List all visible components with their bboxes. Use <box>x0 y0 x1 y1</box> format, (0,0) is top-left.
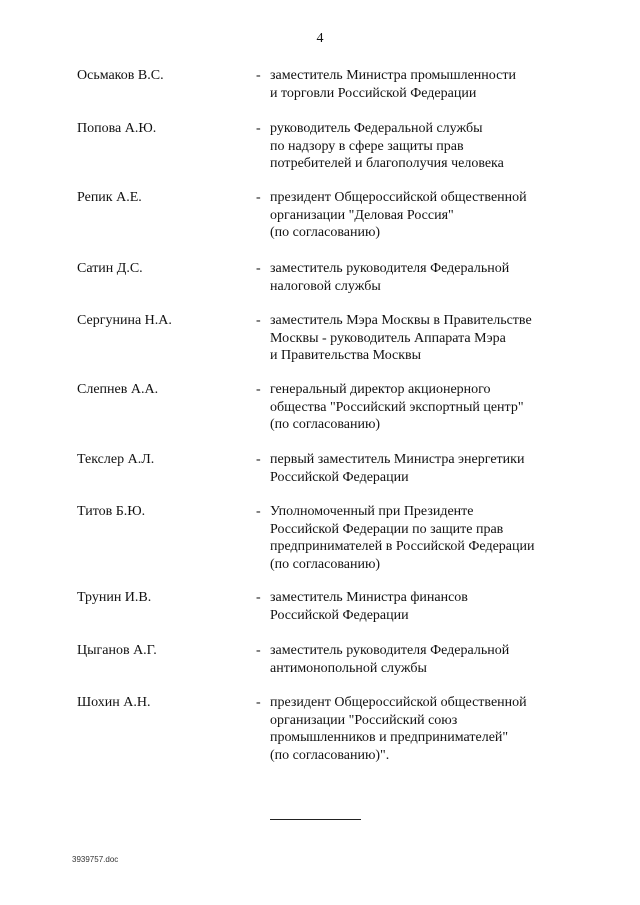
closing-rule <box>270 819 361 820</box>
member-name: Сатин Д.С. <box>77 261 143 276</box>
position-line: Российской Федерации по защите прав <box>270 521 504 537</box>
position-line: организации "Деловая Россия" <box>270 207 454 223</box>
position-line: организации "Российский союз <box>270 712 458 728</box>
member-name: Текслер А.Л. <box>77 452 155 467</box>
member-position <box>270 451 610 486</box>
member-name: Репик А.Е. <box>77 190 142 205</box>
position-line: общества "Российский экспортный центр" <box>270 399 524 415</box>
member-name: Попова А.Ю. <box>77 121 157 136</box>
separator-dash: - <box>256 504 261 519</box>
position-line: руководитель Федеральной службы <box>270 121 483 136</box>
position-line: антимонопольной службы <box>270 660 427 676</box>
member-name: Титов Б.Ю. <box>77 504 146 519</box>
position-line: по надзору в сфере защиты прав <box>270 138 464 154</box>
separator-dash: - <box>256 452 261 467</box>
separator-dash: - <box>256 643 261 658</box>
member-position <box>270 312 610 365</box>
position-line: заместитель Министра промышленности <box>270 68 516 83</box>
member-position <box>270 503 610 573</box>
separator-dash: - <box>256 695 261 710</box>
position-line: заместитель Мэра Москвы в Правительстве <box>270 313 532 328</box>
position-line: (по согласованию) <box>270 556 381 572</box>
position-line: (по согласованию) <box>270 225 381 240</box>
member-name: Осьмаков В.С. <box>77 68 164 83</box>
member-position <box>270 260 610 295</box>
position-line: Российской Федерации <box>270 469 409 485</box>
page-number: 4 <box>316 31 324 46</box>
separator-dash: - <box>256 590 261 605</box>
position-line: президент Общероссийской общественной <box>270 695 527 710</box>
position-line: Уполномоченный при Президенте <box>270 504 474 519</box>
position-line: (по согласованию) <box>270 417 381 432</box>
position-line: Российской Федерации <box>270 607 409 623</box>
member-position <box>270 189 610 242</box>
member-position <box>270 694 610 764</box>
member-position <box>270 642 610 677</box>
member-position <box>270 67 610 102</box>
position-line: президент Общероссийской общественной <box>270 190 527 205</box>
position-line: потребителей и благополучия человека <box>270 156 504 171</box>
member-name: Сергунина Н.А. <box>77 313 172 328</box>
separator-dash: - <box>256 382 261 397</box>
separator-dash: - <box>256 68 261 83</box>
position-line: заместитель руководителя Федеральной <box>270 643 510 658</box>
separator-dash: - <box>256 190 261 205</box>
member-position <box>270 381 610 434</box>
position-line: промышленников и предпринимателей" <box>270 730 509 745</box>
member-position <box>270 589 610 624</box>
member-name: Трунин И.В. <box>77 590 152 605</box>
separator-dash: - <box>256 261 261 276</box>
position-line: генеральный директор акционерного <box>270 382 491 397</box>
position-line: (по согласованию)". <box>270 747 390 763</box>
separator-dash: - <box>256 313 261 328</box>
position-line: налоговой службы <box>270 278 381 294</box>
position-line: и Правительства Москвы <box>270 348 422 363</box>
member-position <box>270 120 610 173</box>
position-line: Москвы - руководитель Аппарата Мэра <box>270 330 506 346</box>
position-line: заместитель руководителя Федеральной <box>270 261 510 276</box>
member-name: Слепнев А.А. <box>77 382 159 397</box>
position-line: первый заместитель Министра энергетики <box>270 452 525 467</box>
member-name: Цыганов А.Г. <box>77 643 157 658</box>
position-line: предпринимателей в Российской Федерации <box>270 539 535 554</box>
member-name: Шохин А.Н. <box>77 695 151 710</box>
position-line: заместитель Министра финансов <box>270 590 468 605</box>
position-line: и торговли Российской Федерации <box>270 85 477 101</box>
file-reference: 3939757.doc <box>72 855 119 864</box>
separator-dash: - <box>256 121 261 136</box>
